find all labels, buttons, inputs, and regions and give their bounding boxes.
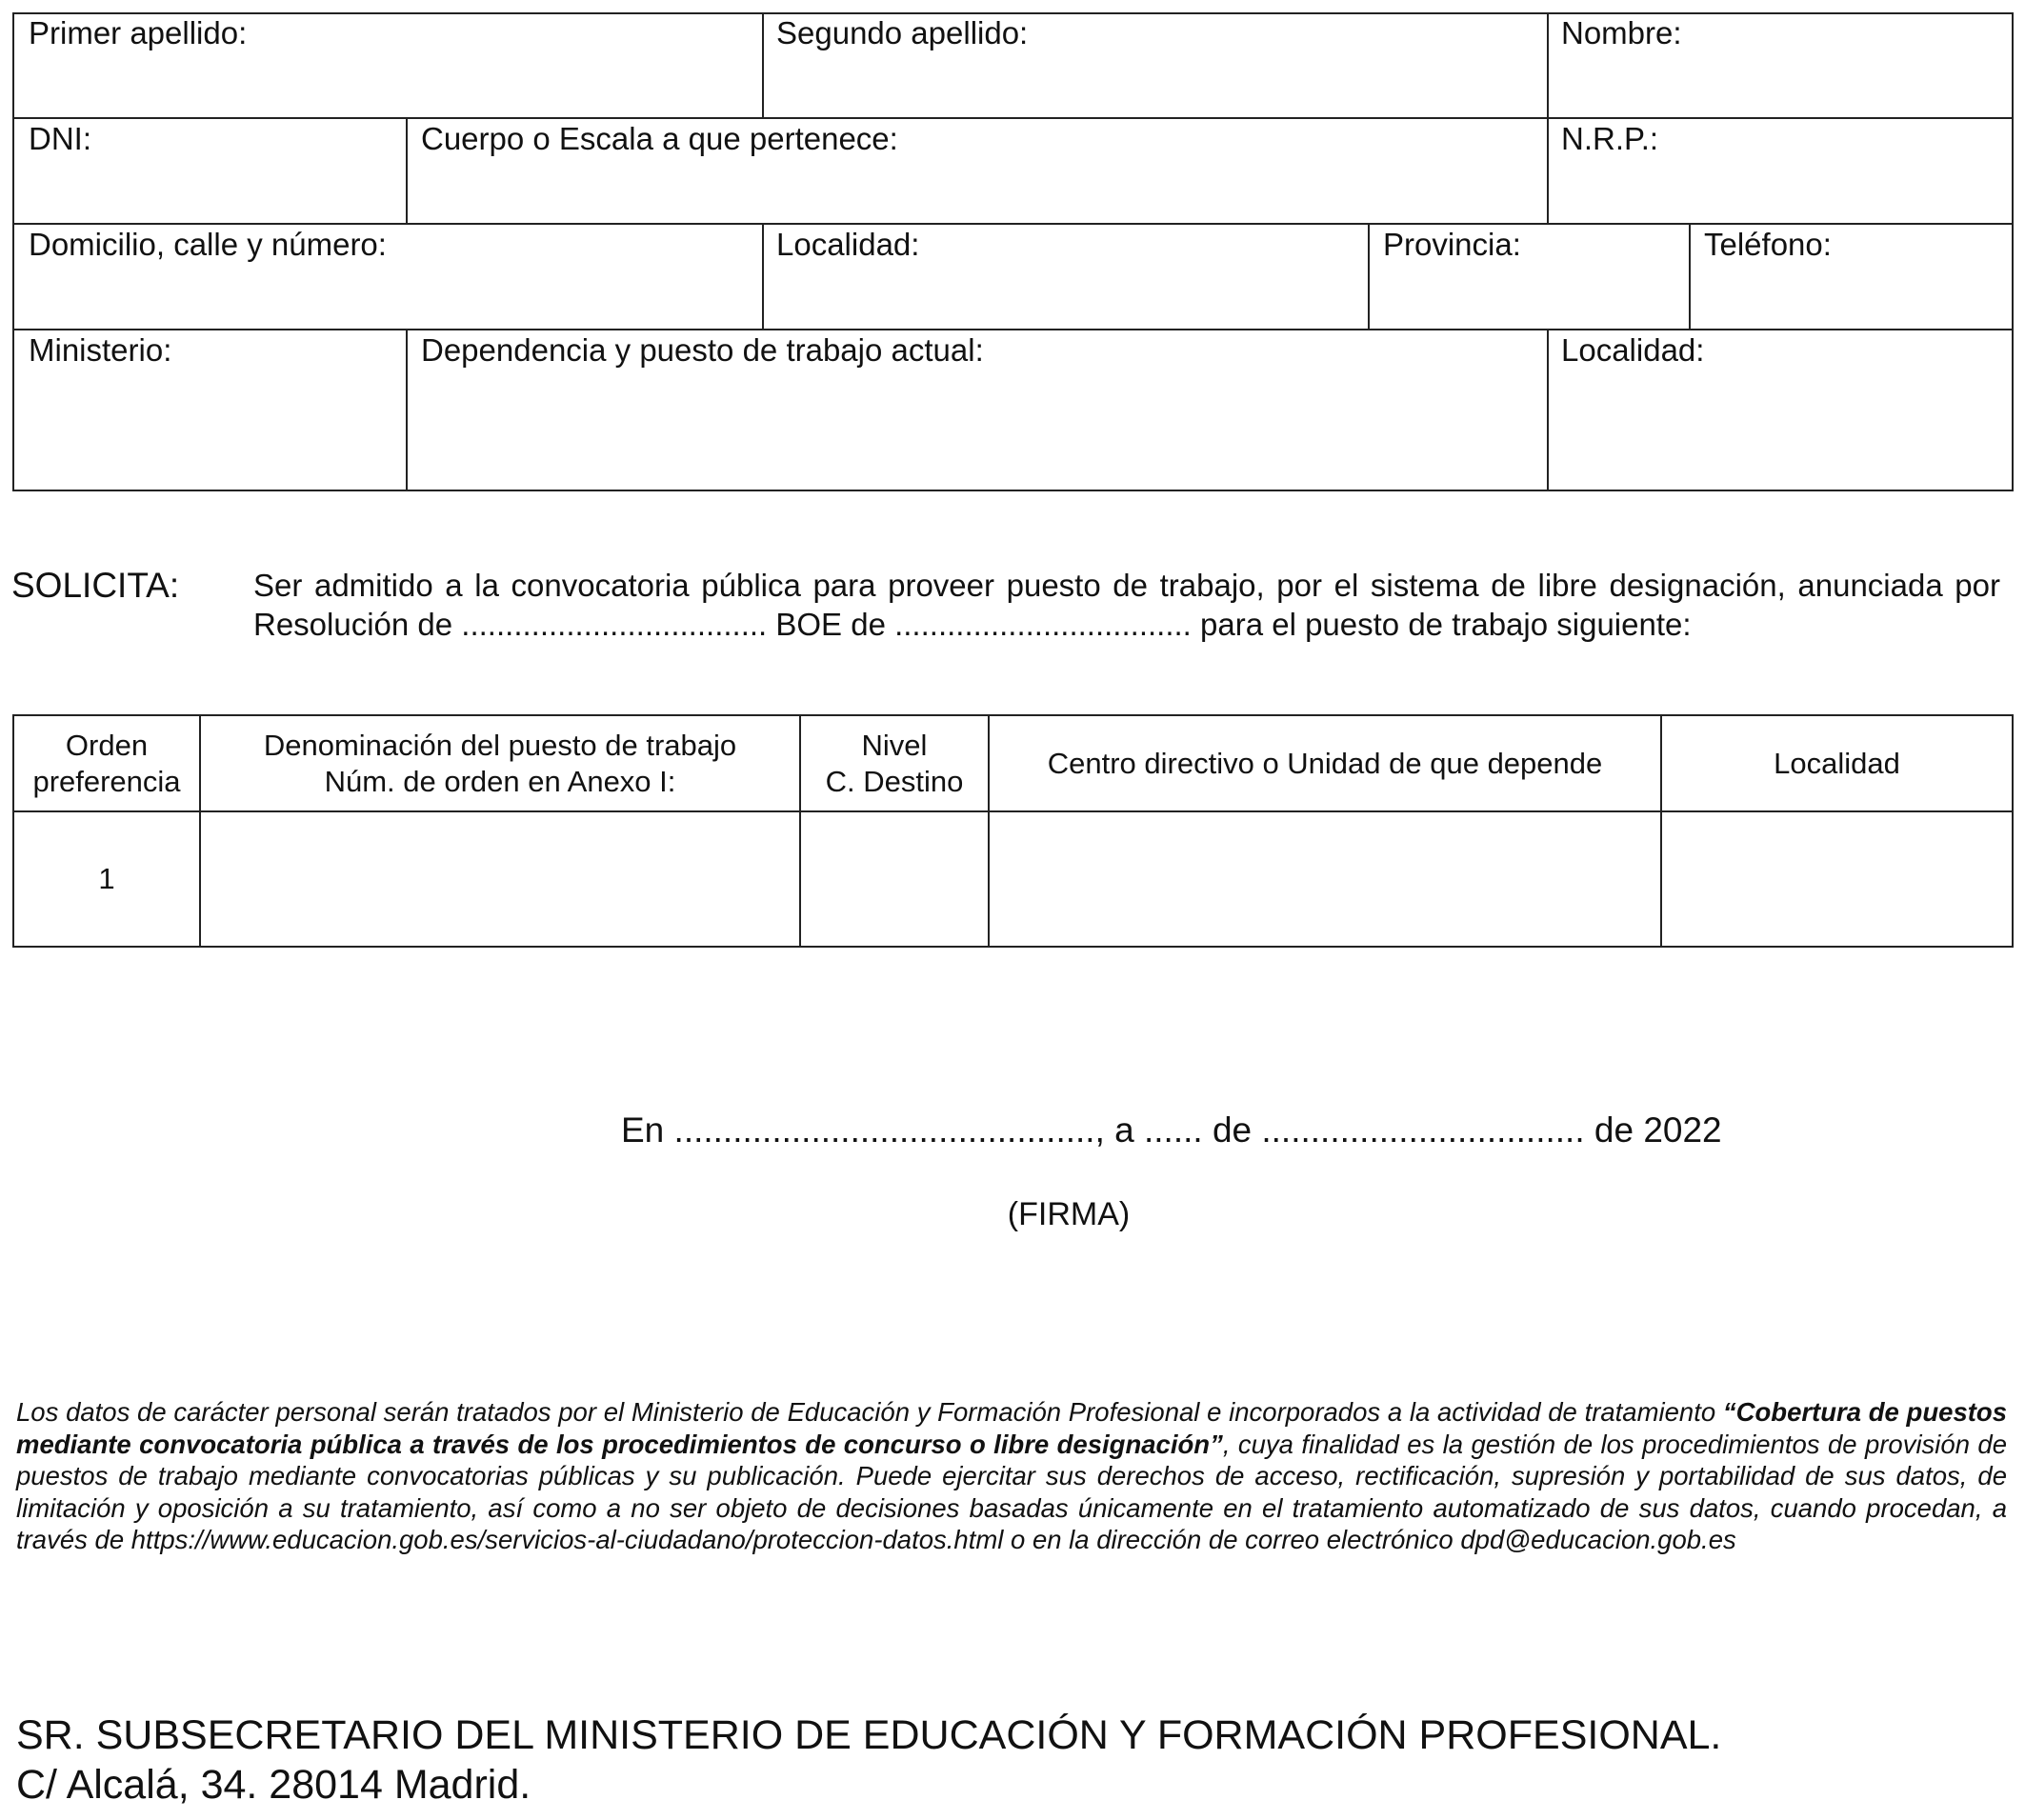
- solicita-text: Ser admitido a la convocatoria pública para proveer puesto de trabajo, por el sistema de libre designación, anunciada por Resolución de ................................... BOE de .................................. para el puesto de trabajo siguiente:: [253, 568, 2000, 642]
- header-nivel-line2: C. Destino: [825, 764, 964, 798]
- form-divider: [12, 223, 2014, 225]
- date-line: En ..........................................., a ...... de ................................. de 2022: [621, 1110, 1722, 1150]
- cell-centro[interactable]: [990, 812, 1660, 946]
- ministerio-field[interactable]: Ministerio:: [29, 332, 172, 368]
- header-orden-line2: preferencia: [32, 764, 181, 798]
- header-denominacion-line2: Núm. de orden en Anexo I:: [324, 764, 676, 798]
- privacy-activity-name: “Cobertura de puestos mediante convocatoria pública a través de los procedimientos de concurso o libre designación”: [16, 1397, 2007, 1459]
- privacy-text-start: Los datos de carácter personal serán tratados por el Ministerio de Educación y Formación Profesional e incorporados a la actividad de tratamiento: [16, 1397, 1723, 1427]
- form-divider: [12, 329, 2014, 330]
- segundo-apellido-field[interactable]: Segundo apellido:: [776, 15, 1029, 50]
- nrp-field[interactable]: N.R.P.:: [1561, 121, 1659, 156]
- header-nivel-line1: Nivel: [861, 728, 928, 762]
- header-denominacion: [201, 716, 799, 810]
- privacy-text-end: , cuya finalidad es la gestión de los procedimientos de provisión de puestos de trabajo mediante convocatorias públicas y su publicación. Puede ejercitar sus derechos de acceso, rectificación, supresión y portabilidad de sus datos, de limitación y oposición a su tratamiento, así como a no ser objeto de decisiones basadas únicamente en el tratamiento automatizado de sus datos, cuando procedan, a través de https://www.educacion.gob.es/servicios-al-ciudadano/proteccion-datos.html o en la dirección de correo electrónico dpd@educacion.gob.es: [16, 1429, 2007, 1554]
- nombre-field[interactable]: Nombre:: [1561, 15, 1682, 50]
- form-divider: [1547, 329, 1549, 490]
- privacy-notice: [16, 1396, 2007, 1556]
- form-divider: [406, 117, 408, 223]
- form-divider: [1689, 223, 1691, 329]
- cell-nivel[interactable]: [801, 812, 988, 946]
- dependencia-field[interactable]: Dependencia y puesto de trabajo actual:: [421, 332, 984, 368]
- dni-field[interactable]: DNI:: [29, 121, 91, 156]
- header-orden: [14, 716, 199, 810]
- form-divider: [762, 223, 764, 329]
- cuerpo-escala-field[interactable]: Cuerpo o Escala a que pertenece:: [421, 121, 898, 156]
- domicilio-field[interactable]: Domicilio, calle y número:: [29, 227, 387, 262]
- form-divider: [1547, 12, 1549, 224]
- form-divider: [12, 117, 2014, 119]
- addressee-line2: C/ Alcalá, 34. 28014 Madrid.: [16, 1762, 531, 1808]
- addressee: [16, 1710, 1721, 1810]
- header-localidad: Localidad: [1774, 746, 1900, 780]
- cell-denominacion[interactable]: [201, 812, 799, 946]
- header-orden-line1: Orden: [65, 728, 149, 762]
- cell-localidad[interactable]: [1662, 812, 2012, 946]
- signature-label: (FIRMA): [1007, 1196, 1131, 1232]
- primer-apellido-field[interactable]: Primer apellido:: [29, 15, 248, 50]
- localidad-field[interactable]: Localidad:: [776, 227, 920, 262]
- header-denominacion-line1: Denominación del puesto de trabajo: [263, 728, 737, 762]
- provincia-field[interactable]: Provincia:: [1383, 227, 1521, 262]
- form-divider: [406, 329, 408, 490]
- localidad-actual-field[interactable]: Localidad:: [1561, 332, 1705, 368]
- telefono-field[interactable]: Teléfono:: [1704, 227, 1832, 262]
- header-nivel: [801, 716, 988, 810]
- solicita-label: SOLICITA:: [11, 566, 180, 605]
- form-divider: [1368, 223, 1370, 329]
- header-centro: Centro directivo o Unidad de que depende: [1047, 746, 1603, 780]
- cell-orden: 1: [98, 862, 115, 895]
- form-divider: [762, 12, 764, 118]
- addressee-line1: SR. SUBSECRETARIO DEL MINISTERIO DE EDUCACIÓN Y FORMACIÓN PROFESIONAL.: [16, 1712, 1722, 1758]
